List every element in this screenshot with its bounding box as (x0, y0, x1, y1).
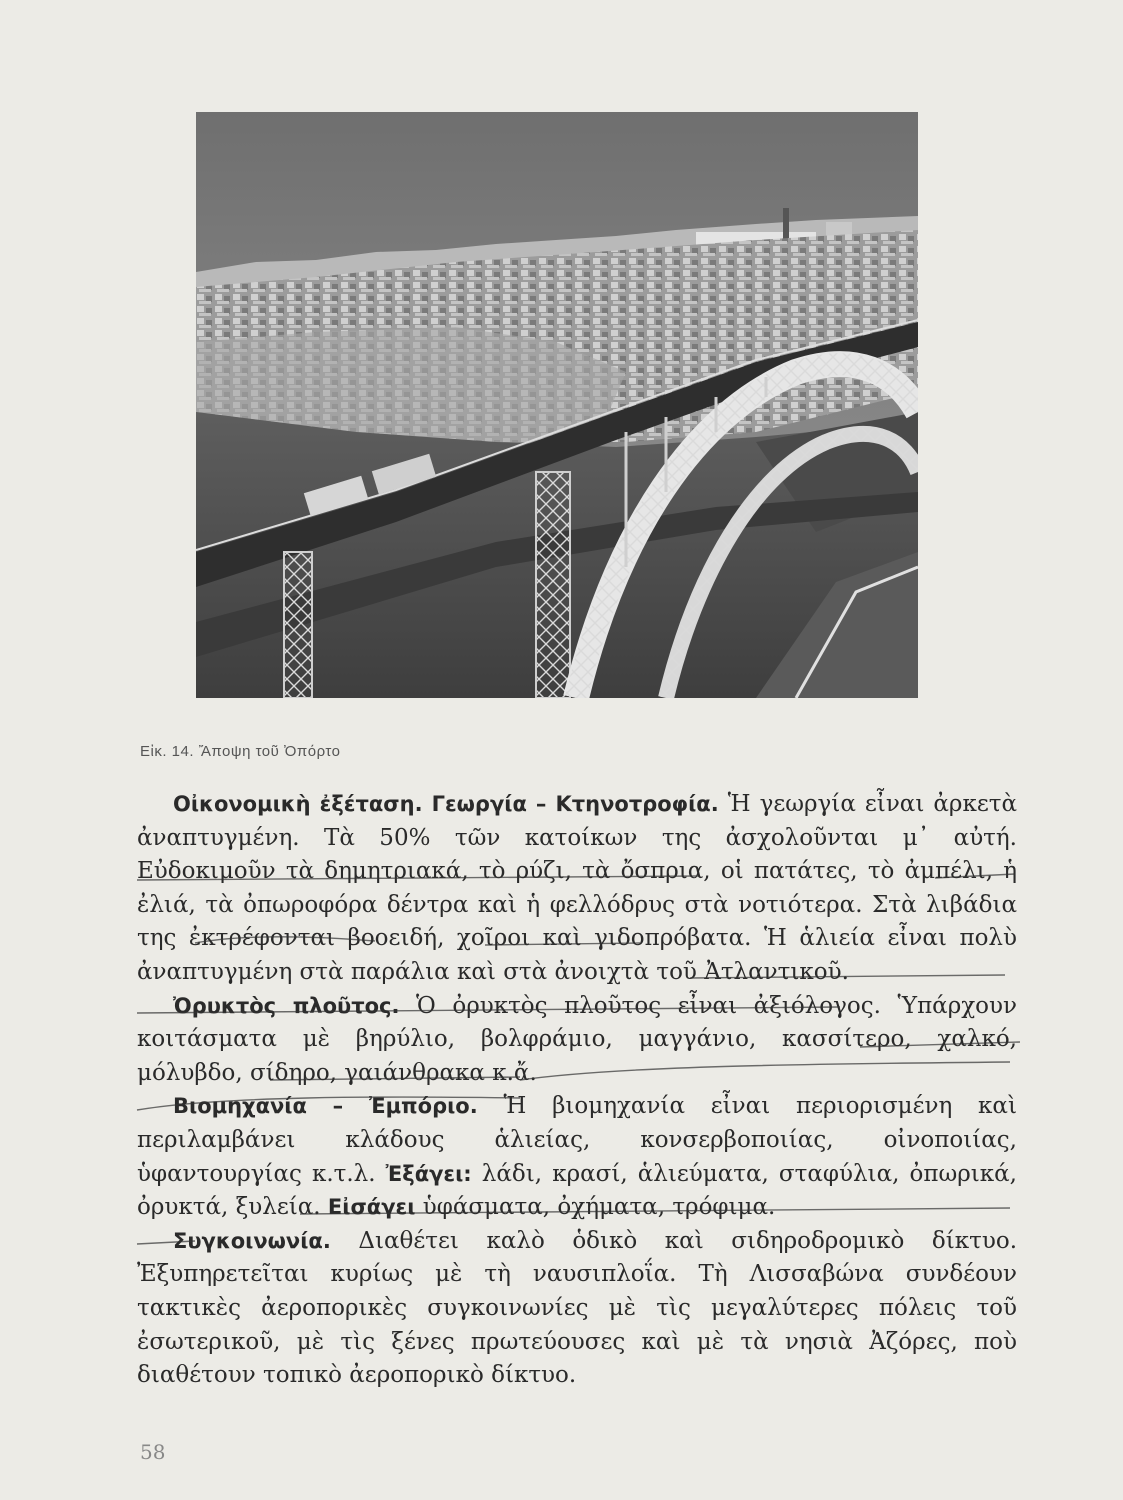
heading-economy: Οἰκονομικὴ ἐξέταση. Γεωργία – Κτηνοτροφία. (173, 792, 719, 816)
paragraph-industry (137, 1090, 1017, 1224)
import-items: ὑφάσματα, ὀχήματα, τρόφιμα. (415, 1194, 776, 1221)
figure-caption: Εἰκ. 14. Ἄποψη τοῦ Ὀπόρτο (140, 743, 341, 760)
heading-minerals: Ὀρυκτὸς πλοῦτος. (173, 993, 400, 1018)
export-items: λάδι, κρασί, ἁλιεύματα, σταφύλια, ὀπωρικά, ὀρυκτά, ξυλεία. (137, 1160, 1017, 1221)
import-label: Εἰσάγει (327, 1195, 416, 1220)
paragraph-economy (137, 788, 1017, 990)
body-minerals: Ὁ ὀρυκτὸς πλοῦτος εἶναι ἀξιόλογος. Ὑπάρχουν κοιτάσματα μὲ βηρύλιο, βολφράμιο, μαγγάνιο, κασσίτερο, χαλκό, μόλυβδο, σίδηρο, γαιάνθρακα κ.ἄ. (137, 992, 1017, 1086)
body-industry: Ἡ βιομηχανία εἶναι περιορισμένη καὶ περιλαμβάνει κλάδους ἁλιείας, κονσερβοποιίας, οἰνοποιίας, ὑφαντουργίας κ.τ.λ. (137, 1093, 1017, 1187)
heading-transport: Συγκοινωνία. (173, 1228, 331, 1253)
heading-industry: Βιομηχανία – Ἐμπόριο. (173, 1094, 478, 1119)
page-number: 58 (140, 1440, 166, 1464)
body-economy: Ἡ γεωργία εἶναι ἀρκετὰ ἀναπτυγμένη. Τὰ 50% τῶν κατοίκων της ἀσχολοῦνται μ᾽ αὐτή. Εὐδοκιμοῦν τὰ δημητριακά, τὸ ρύζι, τὰ ὄσπρια, οἱ πατάτες, τὸ ἀμπέλι, ἡ ἐλιά, τὰ ὀπωροφόρα δέντρα καὶ ἡ φελλόδρυς στὰ νοτιότερα. Στὰ λιβάδια της ἐκτρέφονται βοοειδή, χοῖροι καὶ γιδοπρόβατα. Ἡ ἁλιεία εἶναι πολὺ ἀναπτυγμένη στὰ παράλια καὶ στὰ ἀνοιχτὰ τοῦ Ἀτλαντικοῦ. (137, 791, 1017, 985)
porto-bridge-photo (196, 112, 918, 698)
main-text (137, 788, 1017, 1393)
export-label: Ἐξάγει: (385, 1161, 472, 1186)
paragraph-minerals (137, 990, 1017, 1091)
paragraph-transport (137, 1225, 1017, 1393)
photo-illustration (196, 112, 918, 698)
body-transport: Διαθέτει καλὸ ὁδικὸ καὶ σιδηροδρομικὸ δίκτυο. Ἐξυπηρετεῖται κυρίως μὲ τὴ ναυσιπλοΐα. Τὴ Λισσαβώνα συνδέουν τακτικὲς ἀεροπορικὲς συγκοινωνίες μὲ τὶς μεγαλύτερες πόλεις τοῦ ἐσωτερικοῦ, μὲ τὶς ξένες πρωτεύουσες καὶ μὲ τὰ νησιὰ Ἀζόρες, ποὺ διαθέτουν τοπικὸ ἀεροπορικὸ δίκτυο. (137, 1227, 1017, 1389)
